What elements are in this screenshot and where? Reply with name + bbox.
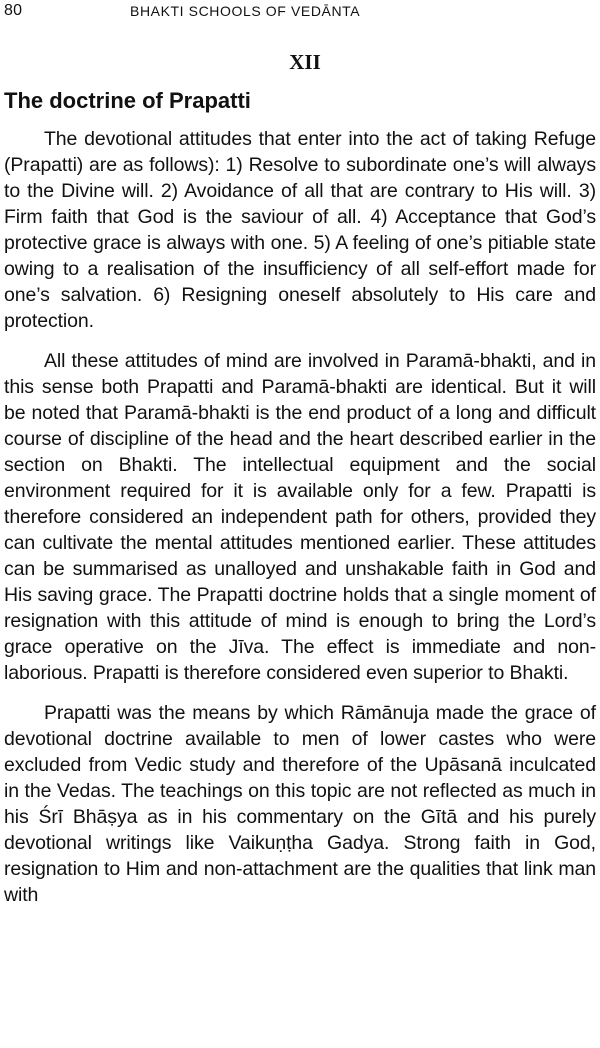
paragraph-3: Prapatti was the means by which Rāmānuja made the grace of devotional doctrine available to men of lower castes who were excluded from Vedic study and therefore of the Upāsanā inculcated in the Vedas. The teachings on this topic are not reflected as much in his Śrī Bhāṣya as in his commentary on the Gītā and his purely devotional writings like Vaikuṇṭha Gadya. Strong faith in God, resignation to Him and non-attachment are the qualities that link man with: [4, 702, 596, 906]
body-text: [4, 126, 596, 922]
paragraph-2: All these attitudes of mind are involved in Paramā-bhakti, and in this sense both Prapatti and Paramā-bhakti are identical. But it will be noted that Paramā-bhakti is the end product of a long and difficult course of discipline of the head and the heart described earlier in the section on Bhakti. The intellectual equipment and the social environment required for it is available only for a few. Prapatti is therefore considered an independent path for others, provided they can cultivate the mental attitudes mentioned earlier. These attitudes can be summarised as unalloyed and unshakable faith in God and His saving grace. The Prapatti doctrine holds that a single moment of resignation with this attitude of mind is enough to bring the Lord’s grace operative on the Jīva. The effect is immediate and non-laborious. Prapatti is therefore considered even superior to Bhakti.: [4, 350, 596, 684]
chapter-number: XII: [289, 50, 321, 74]
running-title: BHAKTI SCHOOLS OF VEDĀNTA: [130, 3, 361, 19]
section-title: The doctrine of Prapatti: [4, 88, 251, 113]
paragraph-1: The devotional attitudes that enter into the act of taking Refuge (Prapatti) are as follows): 1) Resolve to subordinate one’s will always to the Divine will. 2) Avoidance of all that are contrary to His will. 3) Firm faith that God is the saviour of all. 4) Acceptance that God’s protective grace is always with one. 5) A feeling of one’s pitiable state owing to a realisation of the insufficiency of all self-effort made for one’s salvation. 6) Resigning oneself absolutely to His care and protection.: [4, 128, 596, 332]
page-number: 80: [4, 2, 23, 19]
page-header: [4, 2, 594, 24]
